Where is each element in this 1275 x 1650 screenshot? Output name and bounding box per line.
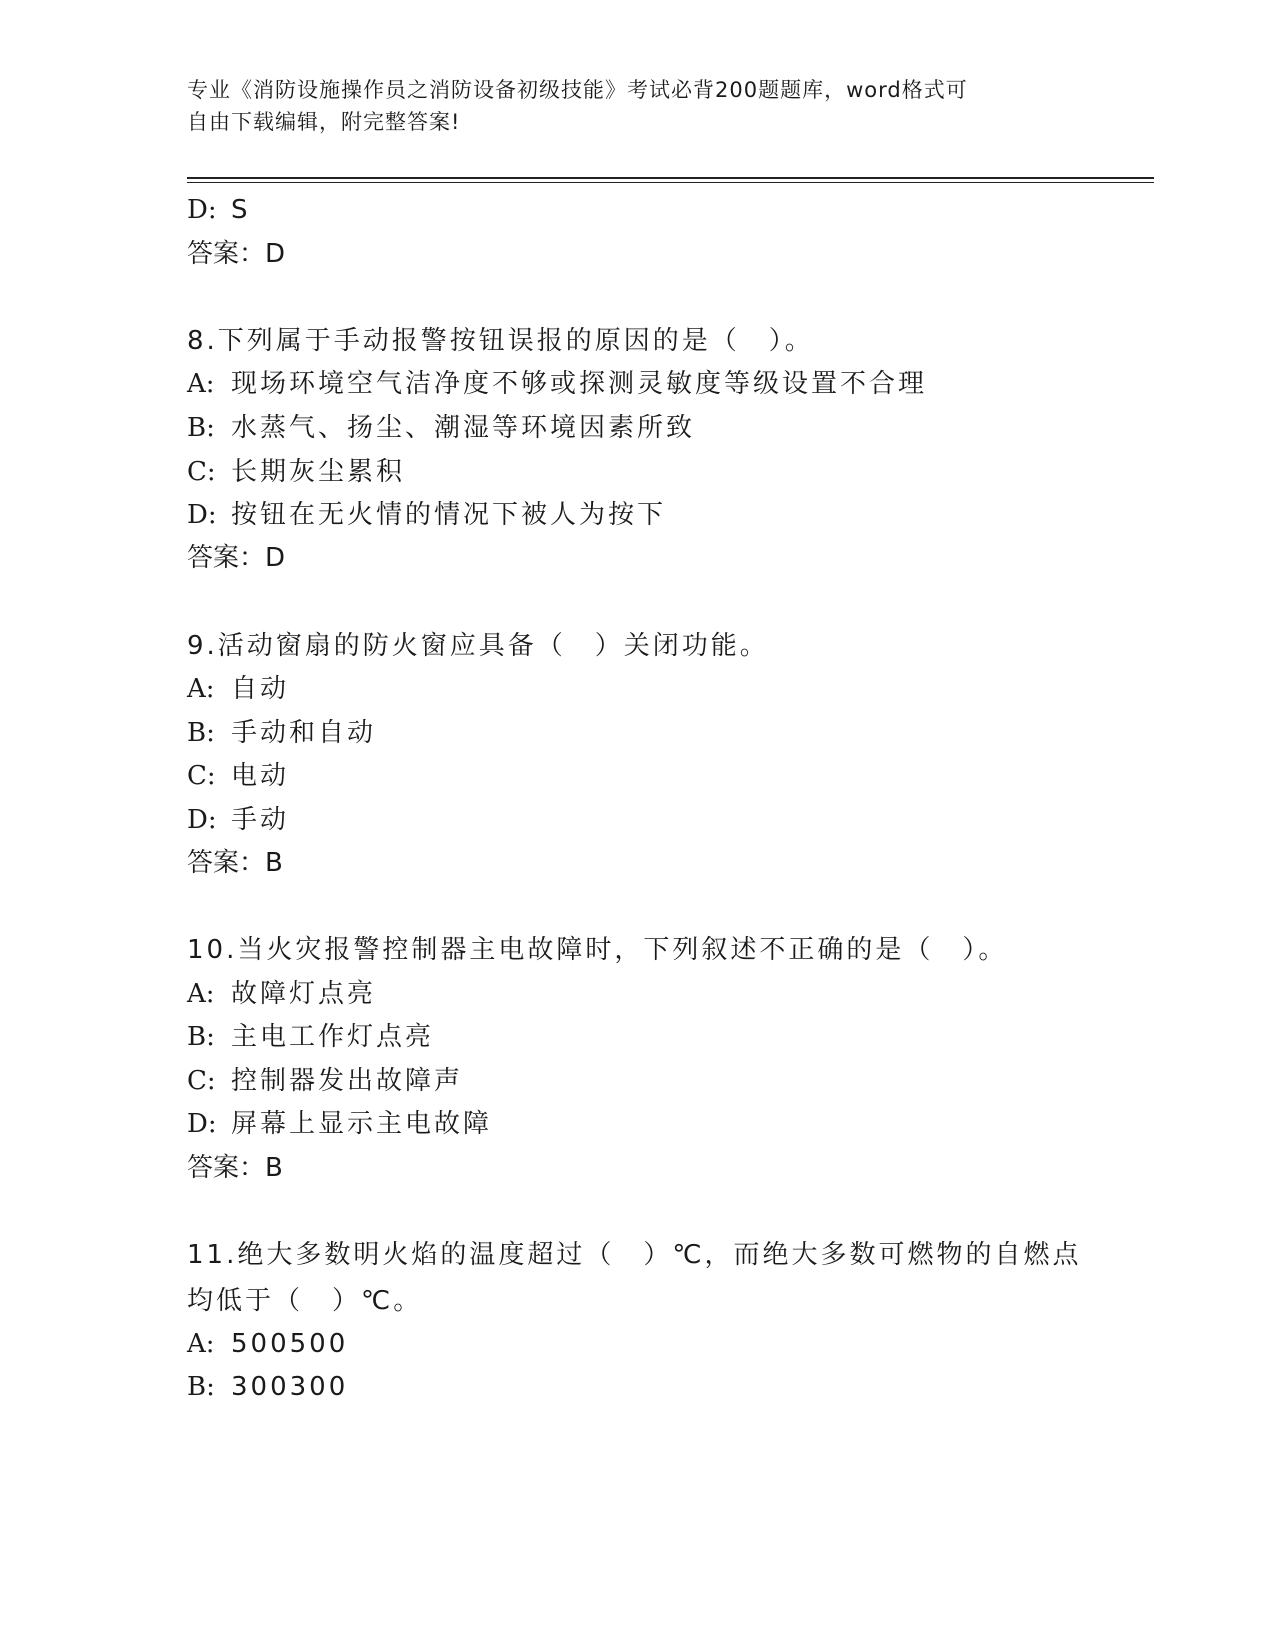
- option-text: 主电工作灯点亮: [231, 1022, 435, 1052]
- option-text: 电动: [231, 761, 290, 791]
- header-divider-thin: [187, 182, 1154, 183]
- q8-option-a: [187, 367, 927, 401]
- option-key: C:: [187, 1066, 216, 1096]
- q10-option-a: [187, 977, 376, 1011]
- option-text: 故障灯点亮: [231, 979, 377, 1009]
- q9-stem: 9.活动窗扇的防火窗应具备（ ）关闭功能。: [187, 631, 769, 661]
- option-text: 500500: [231, 1329, 349, 1359]
- prev-option-d: [187, 193, 251, 227]
- q10-option-c: [187, 1064, 463, 1098]
- option-key: A:: [187, 369, 215, 399]
- q10-option-d: [187, 1107, 492, 1141]
- q10-stem: 10.当火灾报警控制器主电故障时，下列叙述不正确的是（ ）。: [187, 935, 1008, 965]
- option-text: 现场环境空气洁净度不够或探测灵敏度等级设置不合理: [231, 369, 928, 399]
- option-key: D:: [187, 805, 217, 835]
- option-text: 自动: [231, 674, 290, 704]
- header-line-2: 自由下载编辑，附完整答案!: [187, 110, 461, 134]
- document-header: [187, 74, 1067, 138]
- option-key: B:: [187, 1022, 215, 1052]
- option-key: A:: [187, 979, 215, 1009]
- option-text: 屏幕上显示主电故障: [231, 1109, 493, 1139]
- q8-answer: 答案：D: [187, 543, 286, 573]
- option-text: 手动和自动: [231, 718, 377, 748]
- option-key: A:: [187, 1329, 215, 1359]
- q10-answer: 答案：B: [187, 1153, 283, 1183]
- option-key: C:: [187, 457, 216, 487]
- q8-option-c: [187, 455, 405, 489]
- option-key: D:: [187, 195, 217, 225]
- q9-option-c: [187, 759, 289, 793]
- q9-option-a: [187, 672, 289, 706]
- option-key: B:: [187, 413, 215, 443]
- option-key: B:: [187, 1372, 215, 1402]
- header-line-1: 专业《消防设施操作员之消防设备初级技能》考试必背200题题库，word格式可: [187, 78, 968, 102]
- option-text: S: [231, 195, 251, 225]
- q11-option-b: [187, 1370, 348, 1404]
- q10-option-b: [187, 1020, 434, 1054]
- option-text: 按钮在无火情的情况下被人为按下: [231, 500, 667, 530]
- option-text: 控制器发出故障声: [231, 1066, 464, 1096]
- option-key: C:: [187, 761, 216, 791]
- prev-answer: 答案：D: [187, 239, 286, 269]
- option-key: B:: [187, 718, 215, 748]
- option-key: D:: [187, 500, 217, 530]
- q8-option-d: [187, 498, 666, 532]
- header-divider-thick: [187, 177, 1154, 179]
- option-text: 手动: [231, 805, 290, 835]
- q9-option-b: [187, 716, 376, 750]
- q8-option-b: [187, 411, 695, 445]
- q11-stem: 11.绝大多数明火焰的温度超过（ ）℃，而绝大多数可燃物的自燃点均低于（ ）℃。: [187, 1240, 1082, 1316]
- q8-stem: 8.下列属于手动报警按钮误报的原因的是（ ）。: [187, 326, 814, 356]
- option-key: D:: [187, 1109, 217, 1139]
- option-text: 300300: [231, 1372, 349, 1402]
- option-text: 长期灰尘累积: [231, 457, 406, 487]
- q9-option-d: [187, 803, 289, 837]
- option-text: 水蒸气、扬尘、潮湿等环境因素所致: [231, 413, 696, 443]
- q11-option-a: [187, 1327, 348, 1361]
- option-key: A:: [187, 674, 215, 704]
- q9-answer: 答案：B: [187, 848, 283, 878]
